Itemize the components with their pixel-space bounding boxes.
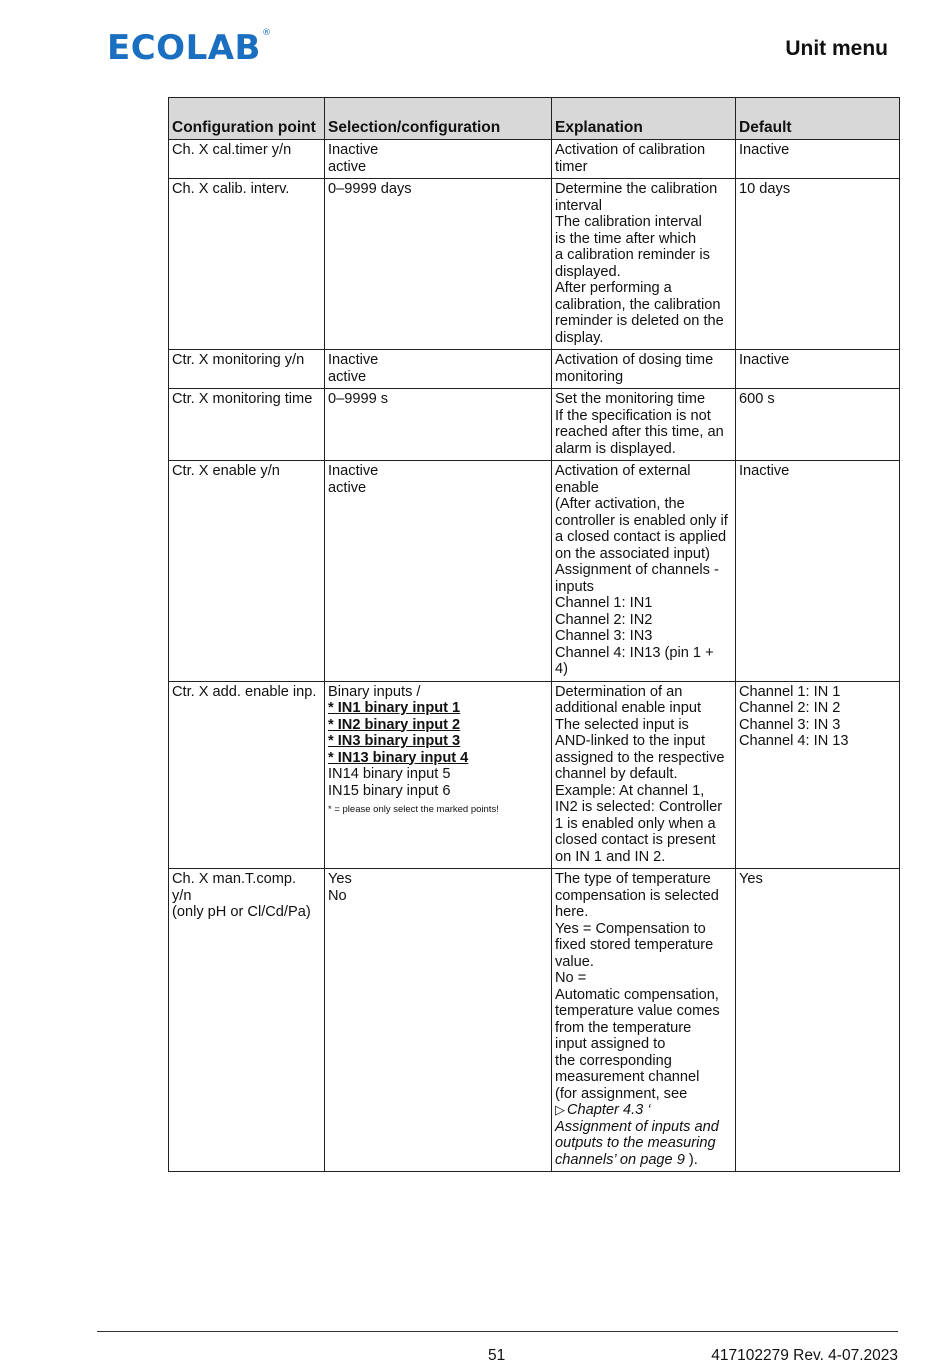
selection-cell: [325, 389, 552, 461]
selection-option: 0–9999 days: [328, 181, 412, 197]
ecolab-logo: [107, 28, 271, 68]
config-point-cell: [169, 179, 325, 350]
page-title: Unit menu: [785, 37, 888, 60]
selection-option: active: [328, 479, 367, 496]
config-point-text: Ctr. X add. enable inp.: [172, 683, 317, 700]
selection-option: Inactive: [328, 142, 379, 158]
configuration-table: [168, 97, 900, 1172]
explanation-line: a closed contact is applied: [555, 529, 727, 545]
table-row: [169, 681, 900, 869]
explanation-cell: [552, 461, 736, 682]
default-value: Inactive: [739, 142, 790, 158]
explanation-line: Yes = Compensation to: [555, 920, 706, 937]
explanation-line: Determination of an: [555, 683, 683, 700]
header-selection-configuration: Selection/configuration: [325, 98, 552, 140]
explanation-line: display.: [555, 329, 604, 346]
selection-cell: [325, 179, 552, 350]
default-value: 10 days: [739, 181, 791, 197]
explanation-line: 1 is enabled only when a: [555, 815, 716, 832]
chapter-reference-line: [555, 1152, 733, 1169]
default-cell: [736, 179, 900, 350]
config-point-text: Ch. X cal.timer y/n: [172, 142, 292, 158]
default-value: Channel 4: IN 13: [739, 733, 849, 749]
selection-option: No: [328, 887, 347, 904]
explanation-line: reached after this time, an: [555, 424, 724, 440]
explanation-line: Example: At channel 1,: [555, 782, 705, 799]
explanation-line: value.: [555, 953, 594, 970]
explanation-line: on IN 1 and IN 2.: [555, 848, 666, 865]
explanation-line: Automatic compensation,: [555, 986, 719, 1003]
chapter-reference-link[interactable]: Assignment of inputs and: [555, 1118, 719, 1135]
explanation-cell: [552, 869, 736, 1172]
explanation-line: Activation of external: [555, 463, 691, 479]
document-revision: 417102279 Rev. 4-07.2023: [711, 1347, 898, 1364]
chapter-reference-link[interactable]: outputs to the measuring: [555, 1135, 716, 1151]
selection-option: active: [328, 158, 367, 175]
explanation-line: additional enable input: [555, 700, 702, 716]
explanation-line: measurement channel: [555, 1069, 700, 1085]
explanation-line: timer: [555, 158, 588, 175]
explanation-line: After performing a: [555, 280, 672, 296]
explanation-line: (After activation, the: [555, 496, 685, 512]
header-explanation: Explanation: [552, 98, 736, 140]
config-point-cell: [169, 869, 325, 1172]
config-point-cell: [169, 461, 325, 682]
explanation-line: Channel 3: IN3: [555, 628, 653, 644]
reference-arrow-icon: ▷: [555, 1102, 565, 1117]
explanation-line: assigned to the respective: [555, 749, 725, 766]
table-row: [169, 389, 900, 461]
config-point-text: Ctr. X monitoring y/n: [172, 352, 305, 368]
explanation-line: input assigned to: [555, 1036, 666, 1052]
selection-cell: [325, 681, 552, 869]
explanation-line: from the temperature: [555, 1019, 692, 1036]
explanation-line: controller is enabled only if: [555, 512, 728, 529]
default-value: Channel 3: IN 3: [739, 716, 841, 733]
explanation-cell: [552, 140, 736, 179]
explanation-line: calibration, the calibration: [555, 296, 721, 313]
table-row: [169, 179, 900, 350]
header-configuration-point: Configuration point: [169, 98, 325, 140]
table-header-row: [169, 98, 900, 140]
explanation-line: Activation of calibration: [555, 142, 706, 158]
explanation-line: temperature value comes: [555, 1003, 720, 1019]
marked-selection-option: * IN13 binary input 4: [328, 749, 469, 766]
selection-option: IN15 binary input 6: [328, 782, 451, 799]
default-value: 600 s: [739, 391, 775, 407]
explanation-line: Channel 2: IN2: [555, 611, 653, 628]
explanation-line: Activation of dosing time: [555, 352, 714, 368]
explanation-line: the corresponding: [555, 1052, 672, 1069]
explanation-line: closed contact is present: [555, 832, 716, 848]
table-row: [169, 869, 900, 1172]
config-point-text: Ch. X calib. interv.: [172, 181, 290, 197]
selection-option: Yes: [328, 871, 352, 887]
explanation-line: IN2 is selected: Controller: [555, 799, 723, 815]
marked-selection-option: * IN3 binary input 3: [328, 733, 461, 749]
selection-option: 0–9999 s: [328, 391, 389, 407]
explanation-line: The selected input is: [555, 716, 689, 733]
table-row: [169, 140, 900, 179]
chapter-reference-link[interactable]: [555, 1102, 733, 1119]
explanation-line: here.: [555, 904, 589, 920]
reference-closing: ).: [684, 1151, 698, 1168]
config-point-text: Ctr. X monitoring time: [172, 391, 313, 407]
selection-option: Inactive: [328, 352, 379, 368]
selection-footnote: * = please only select the marked points!: [328, 804, 499, 815]
explanation-line: Determine the calibration: [555, 181, 718, 197]
explanation-line: reminder is deleted on the: [555, 313, 724, 329]
default-value: Inactive: [739, 463, 790, 479]
chapter-reference-link[interactable]: channels’ on page 9: [555, 1151, 685, 1168]
explanation-line: enable: [555, 479, 599, 496]
explanation-line: channel by default.: [555, 766, 678, 782]
selection-option: active: [328, 368, 367, 385]
config-point-cell: [169, 350, 325, 389]
explanation-line: Channel 1: IN1: [555, 595, 653, 611]
explanation-line: alarm is displayed.: [555, 440, 676, 457]
explanation-line: AND-linked to the input: [555, 733, 706, 749]
explanation-cell: [552, 179, 736, 350]
default-value: Inactive: [739, 352, 790, 368]
explanation-line: Assignment of channels -: [555, 562, 719, 578]
default-cell: [736, 869, 900, 1172]
explanation-line: If the specification is not: [555, 407, 711, 424]
explanation-cell: [552, 389, 736, 461]
default-value: Channel 2: IN 2: [739, 700, 841, 716]
default-cell: [736, 681, 900, 869]
explanation-line: The calibration interval: [555, 214, 702, 230]
page-number: 51: [488, 1347, 506, 1364]
selection-cell: [325, 350, 552, 389]
logo-text: ECOLAB: [107, 28, 261, 68]
table-row: [169, 461, 900, 682]
config-point-cell: [169, 389, 325, 461]
default-cell: [736, 389, 900, 461]
explanation-line: a calibration reminder is: [555, 247, 710, 263]
config-point-text: y/n: [172, 887, 192, 904]
config-point-text: Ctr. X enable y/n: [172, 463, 280, 479]
header-default: Default: [736, 98, 900, 140]
link-text: Chapter 4.3 ‘: [567, 1102, 651, 1118]
explanation-line: (for assignment, see: [555, 1085, 688, 1102]
explanation-line: on the associated input): [555, 545, 710, 562]
config-point-cell: [169, 140, 325, 179]
config-point-text: Ch. X man.T.comp.: [172, 871, 297, 887]
explanation-line: The type of temperature: [555, 871, 711, 887]
table-row: [169, 350, 900, 389]
explanation-line: Set the monitoring time: [555, 391, 706, 407]
explanation-line: monitoring: [555, 368, 624, 385]
explanation-line: displayed.: [555, 263, 621, 280]
default-value: Yes: [739, 871, 763, 887]
selection-cell: [325, 140, 552, 179]
config-point-cell: [169, 681, 325, 869]
explanation-line: fixed stored temperature: [555, 937, 714, 953]
default-value: Channel 1: IN 1: [739, 683, 841, 700]
explanation-line: compensation is selected: [555, 887, 719, 904]
default-cell: [736, 140, 900, 179]
selection-intro: Binary inputs /: [328, 683, 421, 700]
explanation-line: Channel 4: IN13 (pin 1 +: [555, 644, 714, 661]
selection-cell: [325, 461, 552, 682]
marked-selection-option: * IN2 binary input 2: [328, 716, 461, 733]
explanation-line: 4): [555, 661, 568, 677]
explanation-cell: [552, 681, 736, 869]
default-cell: [736, 461, 900, 682]
selection-cell: [325, 869, 552, 1172]
selection-option: Inactive: [328, 463, 379, 479]
explanation-line: inputs: [555, 578, 594, 595]
explanation-line: interval: [555, 197, 603, 214]
marked-selection-option: * IN1 binary input 1: [328, 700, 461, 716]
explanation-cell: [552, 350, 736, 389]
explanation-line: is the time after which: [555, 230, 697, 247]
config-point-text: (only pH or Cl/Cd/Pa): [172, 904, 311, 920]
explanation-line: No =: [555, 970, 587, 986]
selection-option: IN14 binary input 5: [328, 766, 451, 782]
registered-mark: ®: [261, 28, 272, 38]
footer-divider: [97, 1331, 898, 1332]
default-cell: [736, 350, 900, 389]
